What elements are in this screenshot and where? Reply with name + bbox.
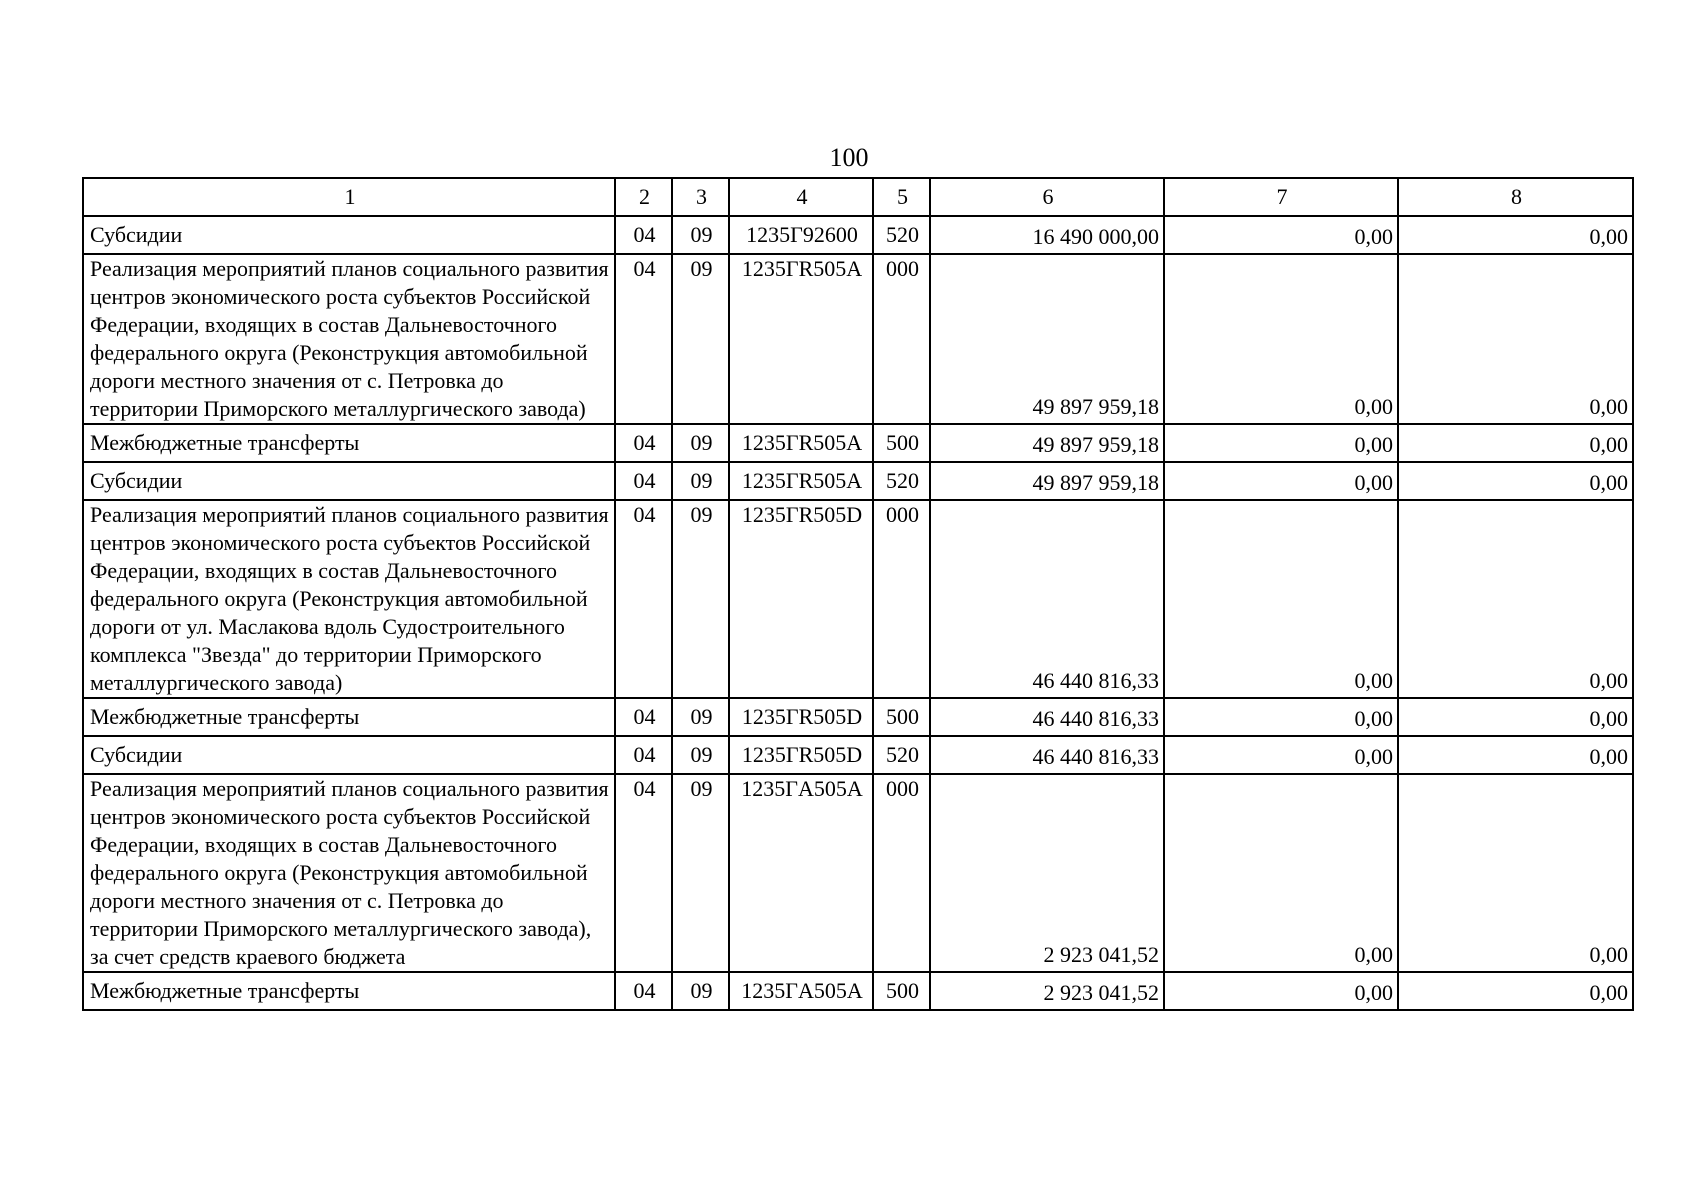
row-amount-6: 49 897 959,18 — [930, 462, 1164, 500]
row-target-article: 1235ГR505D — [729, 736, 873, 774]
row-expense-type: 520 — [873, 736, 930, 774]
row-target-article: 1235Г92600 — [729, 216, 873, 254]
row-target-article: 1235ГR505A — [729, 424, 873, 462]
header-cell: 3 — [672, 178, 729, 216]
row-target-article: 1235ГR505A — [729, 462, 873, 500]
row-amount-6: 16 490 000,00 — [930, 216, 1164, 254]
row-amount-8: 0,00 — [1398, 500, 1633, 698]
table-row — [83, 216, 1633, 254]
page-number: 100 — [829, 143, 869, 172]
row-section: 04 — [615, 254, 672, 424]
row-amount-7: 0,00 — [1164, 254, 1398, 424]
row-amount-8: 0,00 — [1398, 774, 1633, 972]
row-subsection: 09 — [672, 972, 729, 1010]
budget-table — [82, 177, 1634, 1011]
table-row — [83, 500, 1633, 698]
row-section: 04 — [615, 500, 672, 698]
row-amount-7: 0,00 — [1164, 500, 1398, 698]
row-name: Реализация мероприятий планов социального развития центров экономического роста субъектов Российской Федерации, входящих в состав Дальневосточного федерального округа (Реконструкция автомобильной дороги от ул. Маслакова вдоль Судостроительного комплекса "Звезда" до территории Приморского металлургического завода) — [83, 500, 615, 698]
row-target-article: 1235ГR505D — [729, 698, 873, 736]
row-subsection: 09 — [672, 736, 729, 774]
row-amount-8: 0,00 — [1398, 736, 1633, 774]
row-amount-8: 0,00 — [1398, 972, 1633, 1010]
row-expense-type: 500 — [873, 972, 930, 1010]
row-amount-8: 0,00 — [1398, 254, 1633, 424]
row-subsection: 09 — [672, 424, 729, 462]
row-expense-type: 000 — [873, 774, 930, 972]
row-section: 04 — [615, 972, 672, 1010]
row-subsection: 09 — [672, 774, 729, 972]
row-name: Реализация мероприятий планов социального развития центров экономического роста субъектов Российской Федерации, входящих в состав Дальневосточного федерального округа (Реконструкция автомобильной дороги местного значения от с. Петровка до территории Приморского металлургического завода), за счет средств краевого бюджета — [83, 774, 615, 972]
row-expense-type: 500 — [873, 424, 930, 462]
row-amount-7: 0,00 — [1164, 736, 1398, 774]
row-section: 04 — [615, 736, 672, 774]
header-cell: 8 — [1398, 178, 1633, 216]
row-name: Реализация мероприятий планов социального развития центров экономического роста субъектов Российской Федерации, входящих в состав Дальневосточного федерального округа (Реконструкция автомобильной дороги местного значения от с. Петровка до территории Приморского металлургического завода) — [83, 254, 615, 424]
row-amount-6: 2 923 041,52 — [930, 774, 1164, 972]
row-amount-6: 49 897 959,18 — [930, 254, 1164, 424]
row-name: Межбюджетные трансферты — [83, 972, 615, 1010]
row-expense-type: 520 — [873, 462, 930, 500]
header-cell: 1 — [83, 178, 615, 216]
table-row — [83, 254, 1633, 424]
row-name: Субсидии — [83, 216, 615, 254]
table-row — [83, 424, 1633, 462]
row-amount-7: 0,00 — [1164, 774, 1398, 972]
table-row — [83, 462, 1633, 500]
table-row — [83, 972, 1633, 1010]
row-amount-8: 0,00 — [1398, 698, 1633, 736]
row-amount-6: 46 440 816,33 — [930, 698, 1164, 736]
row-amount-8: 0,00 — [1398, 216, 1633, 254]
row-name: Субсидии — [83, 462, 615, 500]
header-cell: 2 — [615, 178, 672, 216]
table-row — [83, 736, 1633, 774]
header-cell: 5 — [873, 178, 930, 216]
row-expense-type: 000 — [873, 254, 930, 424]
row-name: Субсидии — [83, 736, 615, 774]
row-section: 04 — [615, 462, 672, 500]
row-amount-6: 46 440 816,33 — [930, 500, 1164, 698]
row-amount-8: 0,00 — [1398, 424, 1633, 462]
row-section: 04 — [615, 424, 672, 462]
row-subsection: 09 — [672, 698, 729, 736]
header-cell: 4 — [729, 178, 873, 216]
row-section: 04 — [615, 698, 672, 736]
row-amount-7: 0,00 — [1164, 698, 1398, 736]
row-section: 04 — [615, 216, 672, 254]
header-cell: 7 — [1164, 178, 1398, 216]
row-name: Межбюджетные трансферты — [83, 698, 615, 736]
row-name: Межбюджетные трансферты — [83, 424, 615, 462]
row-subsection: 09 — [672, 216, 729, 254]
row-subsection: 09 — [672, 254, 729, 424]
row-expense-type: 520 — [873, 216, 930, 254]
row-amount-7: 0,00 — [1164, 424, 1398, 462]
row-amount-6: 46 440 816,33 — [930, 736, 1164, 774]
row-amount-6: 2 923 041,52 — [930, 972, 1164, 1010]
row-expense-type: 000 — [873, 500, 930, 698]
header-row — [83, 178, 1633, 216]
row-target-article: 1235ГR505D — [729, 500, 873, 698]
row-amount-8: 0,00 — [1398, 462, 1633, 500]
row-amount-7: 0,00 — [1164, 972, 1398, 1010]
row-expense-type: 500 — [873, 698, 930, 736]
table-row — [83, 774, 1633, 972]
row-section: 04 — [615, 774, 672, 972]
header-cell: 6 — [930, 178, 1164, 216]
row-amount-6: 49 897 959,18 — [930, 424, 1164, 462]
row-target-article: 1235ГR505A — [729, 254, 873, 424]
row-subsection: 09 — [672, 462, 729, 500]
table-row — [83, 698, 1633, 736]
row-target-article: 1235ГA505A — [729, 774, 873, 972]
row-amount-7: 0,00 — [1164, 216, 1398, 254]
row-subsection: 09 — [672, 500, 729, 698]
row-amount-7: 0,00 — [1164, 462, 1398, 500]
row-target-article: 1235ГA505A — [729, 972, 873, 1010]
